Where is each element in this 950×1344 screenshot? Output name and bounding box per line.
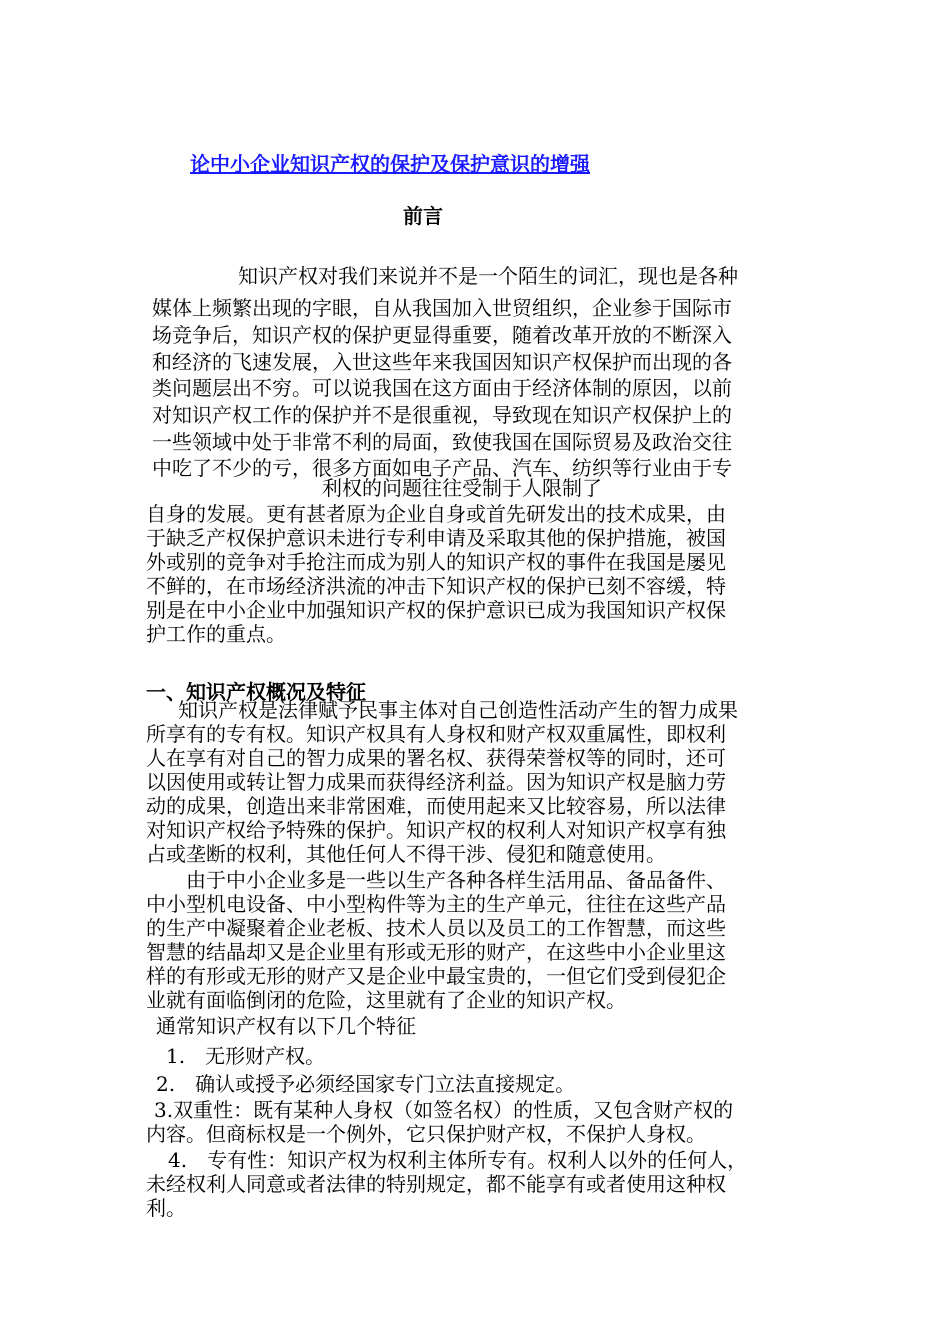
section-1-line: 智慧的结晶却又是企业里有形或无形的财产，在这些中小企业里这 bbox=[146, 940, 726, 964]
intro-line: 对知识产权工作的保护并不是很重视，导致现在知识产权保护上的 bbox=[152, 403, 732, 427]
list-item: 利。 bbox=[146, 1196, 186, 1220]
list-item: 2. 确认或授予必须经国家专门立法直接规定。 bbox=[156, 1072, 576, 1096]
intro-line: 外或别的竞争对手抢注而成为别人的知识产权的事件在我国是屡见 bbox=[146, 550, 726, 574]
intro-line: 别是在中小企业中加强知识产权的保护意识已成为我国知识产权保 bbox=[146, 598, 726, 622]
list-item: 未经权利人同意或者法律的特别规定，都不能享有或者使用这种权 bbox=[146, 1172, 726, 1196]
preface-heading: 前言 bbox=[403, 204, 443, 228]
section-1-line: 所享有的专有权。知识产权具有人身权和财产权双重属性，即权利 bbox=[146, 722, 726, 746]
section-1-line: 知识产权是法律赋予民事主体对自己创造性活动产生的智力成果 bbox=[178, 698, 738, 722]
section-1-line: 对知识产权给予特殊的保护。知识产权的权利人对知识产权享有独 bbox=[146, 818, 726, 842]
section-1-line: 动的成果，创造出来非常困难，而使用起来又比较容易，所以法律 bbox=[146, 794, 726, 818]
section-1-heading: 一、知识产权概况及特征 bbox=[146, 680, 366, 704]
list-item: 4. 专有性：知识产权为权利主体所专有。权利人以外的任何人， bbox=[168, 1148, 748, 1172]
intro-line: 中吃了不少的亏，很多方面如电子产品、汽车、纺织等行业由于专 bbox=[152, 456, 732, 480]
section-1-line: 通常知识产权有以下几个特征 bbox=[156, 1014, 416, 1038]
list-item: 3.双重性：既有某种人身权（如签名权）的性质，又包含财产权的 bbox=[154, 1098, 734, 1122]
section-1-line: 中小型机电设备、中小型构件等为主的生产单元，往往在这些产品 bbox=[146, 892, 726, 916]
section-1-line: 占或垄断的权利，其他任何人不得干涉、侵犯和随意使用。 bbox=[146, 842, 666, 866]
section-1-line: 由于中小企业多是一些以生产各种各样生活用品、备品备件、 bbox=[186, 868, 726, 892]
section-1-line: 样的有形或无形的财产又是企业中最宝贵的，一但它们受到侵犯企 bbox=[146, 964, 726, 988]
intro-line: 一些领域中处于非常不利的局面，致使我国在国际贸易及政治交往 bbox=[152, 430, 732, 454]
intro-line: 利权的问题往往受制于人限制了 bbox=[322, 476, 602, 500]
intro-line: 类问题层出不穷。可以说我国在这方面由于经济体制的原因，以前 bbox=[152, 376, 732, 400]
document-title-link[interactable]: 论中小企业知识产权的保护及保护意识的增强 bbox=[190, 152, 590, 176]
list-item: 内容。但商标权是一个例外，它只保护财产权，不保护人身权。 bbox=[146, 1122, 706, 1146]
intro-line: 知识产权对我们来说并不是一个陌生的词汇，现也是各种 bbox=[238, 264, 738, 288]
intro-line: 不鲜的，在市场经济洪流的冲击下知识产权的保护已刻不容缓，特 bbox=[146, 574, 726, 598]
intro-line: 场竞争后，知识产权的保护更显得重要，随着改革开放的不断深入 bbox=[152, 323, 732, 347]
intro-line: 于缺乏产权保护意识未进行专利申请及采取其他的保护措施，被国 bbox=[146, 526, 726, 550]
section-1-line: 人在享有对自己的智力成果的署名权、获得荣誉权等的同时，还可 bbox=[146, 746, 726, 770]
intro-line: 护工作的重点。 bbox=[146, 622, 286, 646]
section-1-line: 业就有面临倒闭的危险，这里就有了企业的知识产权。 bbox=[146, 988, 626, 1012]
section-1-line: 的生产中凝聚着企业老板、技术人员以及员工的工作智慧，而这些 bbox=[146, 916, 726, 940]
intro-line: 自身的发展。更有甚者原为企业自身或首先研发出的技术成果，由 bbox=[146, 502, 726, 526]
intro-line: 和经济的飞速发展，入世这些年来我国因知识产权保护而出现的各 bbox=[152, 350, 732, 374]
list-item: 1. 无形财产权。 bbox=[166, 1044, 326, 1068]
intro-line: 媒体上频繁出现的字眼，自从我国加入世贸组织，企业参于国际市 bbox=[152, 296, 732, 320]
section-1-line: 以因使用或转让智力成果而获得经济利益。因为知识产权是脑力劳 bbox=[146, 770, 726, 794]
